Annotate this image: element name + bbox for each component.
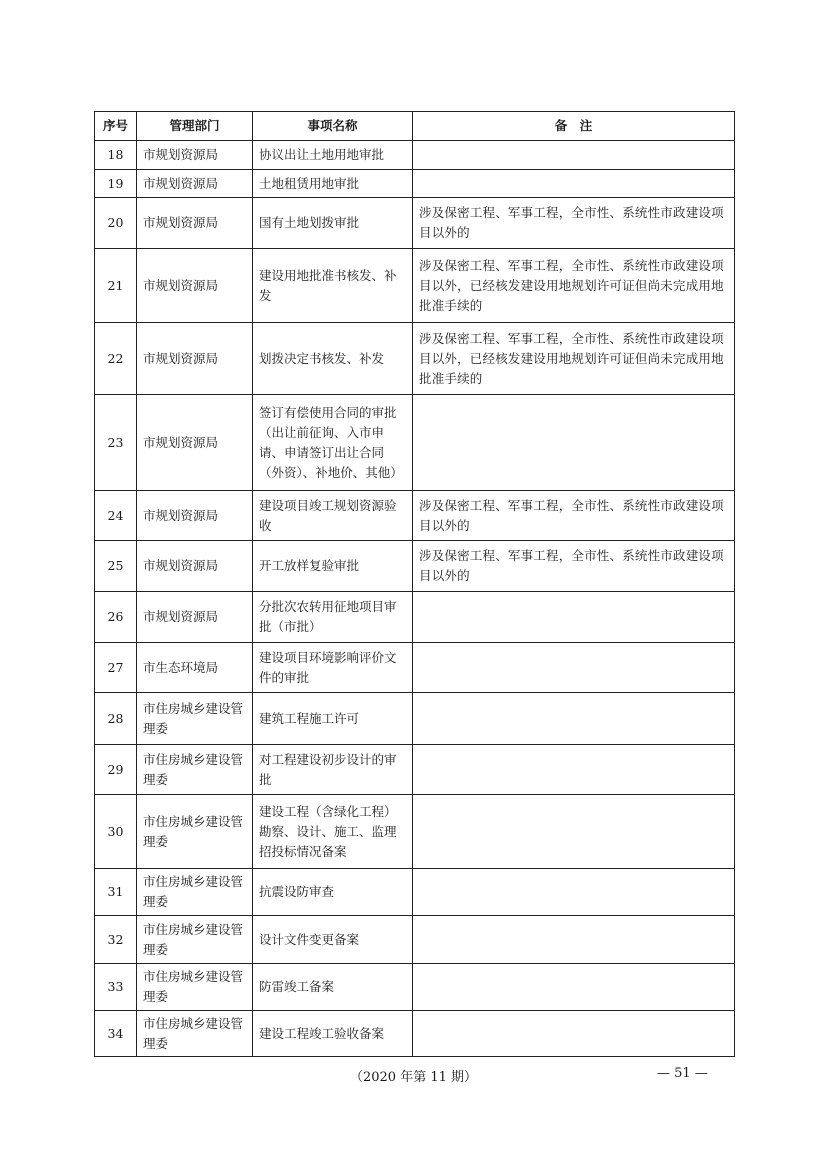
row-note bbox=[413, 693, 735, 745]
row-item: 建设工程竣工验收备案 bbox=[253, 1011, 413, 1057]
table-row bbox=[95, 643, 735, 693]
row-seq: 33 bbox=[95, 964, 137, 1011]
row-dept: 市规划资源局 bbox=[137, 323, 253, 395]
row-seq: 29 bbox=[95, 745, 137, 795]
row-item: 开工放样复验审批 bbox=[253, 541, 413, 592]
table-row bbox=[95, 323, 735, 395]
row-seq: 23 bbox=[95, 395, 137, 491]
row-dept: 市住房城乡建设管理委 bbox=[137, 964, 253, 1011]
row-note: 涉及保密工程、军事工程，全市性、系统性市政建设项目以外，已经核发建设用地规划许可证但尚未完成用地批准手续的 bbox=[413, 249, 735, 323]
row-seq: 20 bbox=[95, 198, 137, 249]
row-note bbox=[413, 170, 735, 198]
row-dept: 市住房城乡建设管理委 bbox=[137, 745, 253, 795]
row-dept: 市规划资源局 bbox=[137, 141, 253, 170]
table-row bbox=[95, 249, 735, 323]
row-dept: 市住房城乡建设管理委 bbox=[137, 693, 253, 745]
table-row bbox=[95, 795, 735, 869]
row-seq: 25 bbox=[95, 541, 137, 592]
approval-items-table bbox=[94, 111, 735, 1057]
header-item: 事项名称 bbox=[253, 112, 413, 141]
row-seq: 26 bbox=[95, 592, 137, 643]
table-row bbox=[95, 964, 735, 1011]
table-row bbox=[95, 1011, 735, 1057]
row-seq: 28 bbox=[95, 693, 137, 745]
row-dept: 市生态环境局 bbox=[137, 643, 253, 693]
issue-number: （2020 年第 11 期） bbox=[349, 1070, 478, 1085]
row-note bbox=[413, 395, 735, 491]
row-note bbox=[413, 869, 735, 916]
row-seq: 31 bbox=[95, 869, 137, 916]
row-dept: 市规划资源局 bbox=[137, 541, 253, 592]
row-item: 建设项目环境影响评价文件的审批 bbox=[253, 643, 413, 693]
row-note bbox=[413, 1011, 735, 1057]
row-note bbox=[413, 745, 735, 795]
row-item: 抗震设防审查 bbox=[253, 869, 413, 916]
table-row bbox=[95, 541, 735, 592]
row-dept: 市规划资源局 bbox=[137, 491, 253, 541]
row-item: 协议出让土地用地审批 bbox=[253, 141, 413, 170]
row-dept: 市规划资源局 bbox=[137, 198, 253, 249]
header-note: 备 注 bbox=[413, 112, 735, 141]
row-seq: 32 bbox=[95, 916, 137, 964]
row-note bbox=[413, 795, 735, 869]
row-note bbox=[413, 141, 735, 170]
row-seq: 21 bbox=[95, 249, 137, 323]
row-item: 建设用地批准书核发、补发 bbox=[253, 249, 413, 323]
row-item: 签订有偿使用合同的审批（出让前征询、入市申请、申请签订出让合同（外资）、补地价、其他） bbox=[253, 395, 413, 491]
row-dept: 市住房城乡建设管理委 bbox=[137, 916, 253, 964]
row-item: 国有土地划拨审批 bbox=[253, 198, 413, 249]
row-seq: 27 bbox=[95, 643, 137, 693]
row-dept: 市住房城乡建设管理委 bbox=[137, 1011, 253, 1057]
row-seq: 22 bbox=[95, 323, 137, 395]
table-row bbox=[95, 592, 735, 643]
row-item: 建设工程（含绿化工程）勘察、设计、施工、监理招投标情况备案 bbox=[253, 795, 413, 869]
table-row bbox=[95, 141, 735, 170]
row-item: 建设项目竣工规划资源验收 bbox=[253, 491, 413, 541]
row-seq: 19 bbox=[95, 170, 137, 198]
row-item: 防雷竣工备案 bbox=[253, 964, 413, 1011]
header-seq: 序号 bbox=[95, 112, 137, 141]
row-note bbox=[413, 592, 735, 643]
row-item: 建筑工程施工许可 bbox=[253, 693, 413, 745]
row-dept: 市规划资源局 bbox=[137, 170, 253, 198]
row-item: 分批次农转用征地项目审批（市批） bbox=[253, 592, 413, 643]
row-seq: 24 bbox=[95, 491, 137, 541]
table-row bbox=[95, 198, 735, 249]
table-row bbox=[95, 693, 735, 745]
table-row bbox=[95, 869, 735, 916]
row-item: 划拨决定书核发、补发 bbox=[253, 323, 413, 395]
table-header-row bbox=[95, 112, 735, 141]
row-note bbox=[413, 964, 735, 1011]
row-item: 对工程建设初步设计的审批 bbox=[253, 745, 413, 795]
row-note: 涉及保密工程、军事工程，全市性、系统性市政建设项目以外的 bbox=[413, 541, 735, 592]
table-row bbox=[95, 395, 735, 491]
table-row bbox=[95, 745, 735, 795]
table-row bbox=[95, 916, 735, 964]
row-note: 涉及保密工程、军事工程，全市性、系统性市政建设项目以外的 bbox=[413, 491, 735, 541]
row-dept: 市规划资源局 bbox=[137, 249, 253, 323]
row-seq: 18 bbox=[95, 141, 137, 170]
row-note bbox=[413, 643, 735, 693]
row-item: 设计文件变更备案 bbox=[253, 916, 413, 964]
row-dept: 市住房城乡建设管理委 bbox=[137, 795, 253, 869]
row-seq: 34 bbox=[95, 1011, 137, 1057]
table-row bbox=[95, 491, 735, 541]
row-note: 涉及保密工程、军事工程，全市性、系统性市政建设项目以外的 bbox=[413, 198, 735, 249]
header-dept: 管理部门 bbox=[137, 112, 253, 141]
row-dept: 市规划资源局 bbox=[137, 395, 253, 491]
table-row bbox=[95, 170, 735, 198]
page-number: — 51 — bbox=[657, 1066, 708, 1081]
row-seq: 30 bbox=[95, 795, 137, 869]
row-note: 涉及保密工程、军事工程，全市性、系统性市政建设项目以外，已经核发建设用地规划许可证但尚未完成用地批准手续的 bbox=[413, 323, 735, 395]
row-dept: 市住房城乡建设管理委 bbox=[137, 869, 253, 916]
row-item: 土地租赁用地审批 bbox=[253, 170, 413, 198]
row-dept: 市规划资源局 bbox=[137, 592, 253, 643]
row-note bbox=[413, 916, 735, 964]
